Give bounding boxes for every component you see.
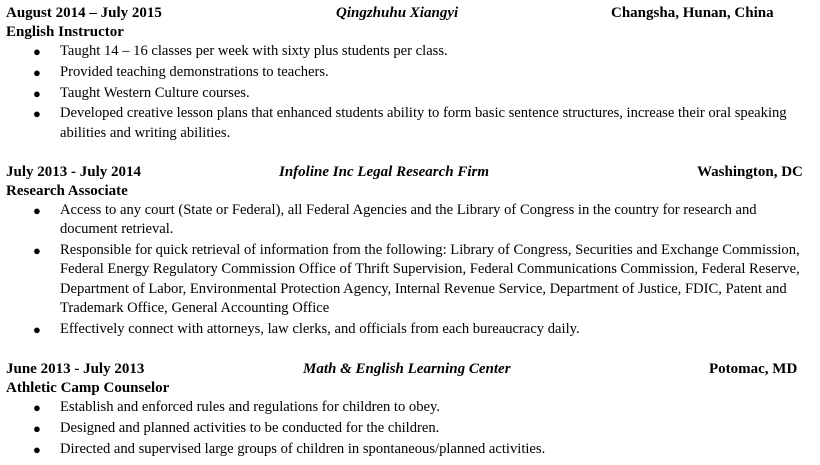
job-organization: Qingzhuhu Xiangyi bbox=[336, 5, 459, 21]
bullet-icon: ● bbox=[33, 420, 41, 436]
bullet-icon: ● bbox=[33, 64, 41, 80]
job-dates: August 2014 – July 2015 bbox=[6, 5, 162, 21]
duty-text: Designed and planned activities to be conducted for the children. bbox=[60, 419, 440, 436]
job-location: Washington, DC bbox=[697, 164, 803, 180]
duty-text: Developed creative lesson plans that enhanced students ability to form basic sentence structures, increase their oral speaking abilities and writing abilities. bbox=[60, 105, 787, 141]
duty-text: Provided teaching demonstrations to teachers. bbox=[60, 63, 329, 80]
job-entry bbox=[6, 163, 816, 341]
bullet-icon: ● bbox=[33, 203, 41, 218]
job-organization: Infoline Inc Legal Research Firm bbox=[279, 164, 490, 180]
job-title: English Instructor bbox=[6, 24, 124, 40]
duty-text: Effectively connect with attorneys, law clerks, and officials from each bureaucracy daily. bbox=[60, 320, 580, 337]
duty-text: Directed and supervised large groups of children in spontaneous/planned activities. bbox=[60, 440, 546, 457]
job-duties bbox=[6, 42, 816, 143]
job-header bbox=[6, 163, 816, 182]
duty-item bbox=[6, 42, 816, 61]
bullet-icon: ● bbox=[33, 441, 41, 457]
bullet-icon: ● bbox=[33, 321, 41, 337]
job-dates: June 2013 - July 2013 bbox=[6, 361, 145, 377]
duty-text: Taught 14 – 16 classes per week with sixty plus students per class. bbox=[60, 43, 448, 59]
duty-item bbox=[6, 201, 816, 240]
duty-text: Taught Western Culture courses. bbox=[60, 84, 250, 101]
job-location: Changsha, Hunan, China bbox=[611, 5, 774, 21]
job-organization: Math & English Learning Center bbox=[303, 361, 511, 377]
bullet-icon: ● bbox=[33, 85, 41, 101]
duty-item bbox=[6, 84, 816, 103]
duty-item bbox=[6, 104, 816, 143]
bullet-icon: ● bbox=[33, 44, 41, 59]
job-title: Athletic Camp Counselor bbox=[6, 380, 170, 396]
job-duties bbox=[6, 201, 816, 339]
bullet-icon: ● bbox=[33, 106, 41, 122]
duty-item bbox=[6, 320, 816, 339]
duty-item bbox=[6, 419, 816, 438]
bullet-icon: ● bbox=[33, 243, 41, 259]
job-entry bbox=[6, 4, 816, 144]
duty-item bbox=[6, 63, 816, 82]
job-header bbox=[6, 4, 816, 23]
job-title: Research Associate bbox=[6, 183, 128, 199]
job-duties bbox=[6, 398, 816, 459]
duty-text: Access to any court (State or Federal), all Federal Agencies and the Library of Congress in the country for research and document retrieval. bbox=[60, 202, 757, 238]
job-header bbox=[6, 360, 816, 379]
duty-item bbox=[6, 398, 816, 417]
duty-text: Establish and enforced rules and regulations for children to obey. bbox=[60, 399, 440, 415]
duty-text: Responsible for quick retrieval of information from the following: Library of Congress, Securities and Exchange Commission, Federal Energy Regulatory Commission Office of Thrift Supervision, Federal Communications Commission, Federal Reserve, Department of Labor, Environmental Protection Agency, Internal Revenue Service, Department of Justice, FDIC, Patent and Trademark Office, General Accounting Office bbox=[60, 242, 800, 316]
duty-item bbox=[6, 440, 816, 459]
job-dates: July 2013 - July 2014 bbox=[6, 164, 142, 180]
job-location: Potomac, MD bbox=[709, 361, 798, 377]
bullet-icon: ● bbox=[33, 400, 41, 415]
job-entry bbox=[6, 360, 816, 460]
duty-item bbox=[6, 241, 816, 318]
